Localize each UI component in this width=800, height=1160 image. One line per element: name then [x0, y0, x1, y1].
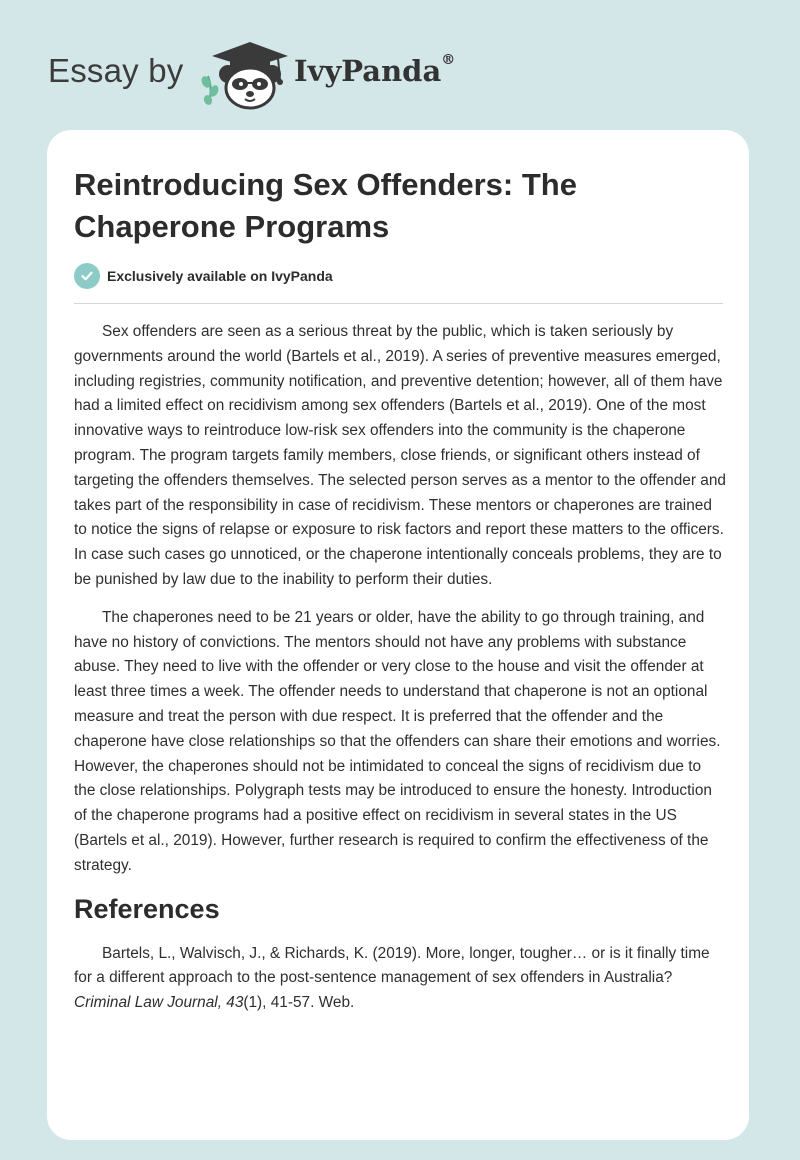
panda-graduate-logo-icon[interactable] [200, 36, 288, 110]
exclusive-badge [74, 263, 333, 289]
reference-entry [74, 942, 726, 1016]
brand-name-text: IvyPanda [294, 54, 442, 88]
essay-title: Reintroducing Sex Offenders: The Chaperone Programs [74, 167, 577, 244]
badge-text: Exclusively available on IvyPanda [107, 268, 333, 284]
check-circle-icon [74, 263, 100, 289]
paragraph: The chaperones need to be 21 years or older, have the ability to go through training, and have no history of convictions. The mentors should not have any problems with substance abuse. They need to live with the offender or very close to the house and visit the offender at least three times a week. The offender needs to understand that chaperone is not an optional measure and treat the person with due respect. It is preferred that the offender and the chaperone have close relationships so that the offenders can share their emotions and worries. However, the chaperones should not be intimidated to conceal the signs of recidivism due to the close relationships. Polygraph tests may be introduced to ensure the honesty. Introduction of the chaperone programs had a positive effect on recidivism in several states in the US (Bartels et al., 2019). However, further research is required to confirm the effectiveness of the strategy. [74, 608, 721, 874]
reference-authors-title: Bartels, L., Walvisch, J., & Richards, K. (2019). More, longer, tougher… or is it finally time for a different approach to the post-sentence management of sex offenders in Australia? [74, 944, 710, 987]
references-heading: References [74, 893, 220, 924]
reference-journal: Criminal Law Journal, 43 [74, 994, 244, 1012]
registered-mark: ® [441, 52, 456, 68]
reference-details: (1), 41-57. Web. [243, 994, 355, 1012]
paragraph: Sex offenders are seen as a serious threat by the public, which is taken seriously by governments around the world (Bartels et al., 2019). A series of preventive measures emerged, including registries, community notification, and preventive detention; however, all of them have had a limited effect on recidivism among sex offenders (Bartels et al., 2019). One of the most innovative ways to reintroduce low-risk sex offenders into the community is the chaperone program. The program targets family members, close friends, or significant others instead of targeting the offenders themselves. The selected person serves as a mentor to the offender and takes part of the responsibility in case of recidivism. These mentors or chaperones are trained to notice the signs of relapse or exposure to risk factors and report these matters to the officers. In case such cases go unnoticed, or the chaperone intentionally conceals problems, they are to be punished by law due to the inability to perform their duties. [74, 323, 726, 588]
divider [74, 303, 723, 304]
brand-prefix: Essay by [48, 52, 184, 89]
essay-body [74, 320, 726, 1016]
brand-header [48, 36, 468, 116]
brand-name[interactable] [294, 54, 455, 88]
essay-card [47, 130, 749, 1140]
